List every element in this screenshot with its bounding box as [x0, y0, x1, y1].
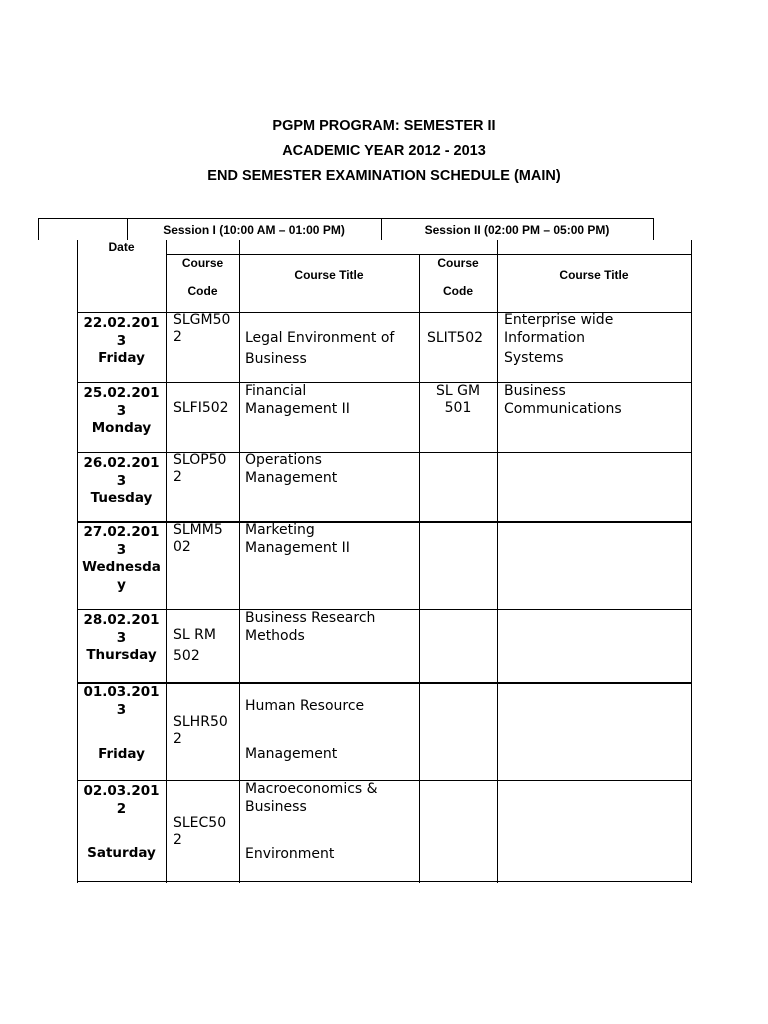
date-text: 3 [116, 629, 127, 646]
title-text: Business [245, 798, 307, 815]
row-line [166, 254, 692, 255]
row-line [77, 452, 692, 453]
title-text: Operations [245, 452, 322, 468]
day-text: Wednesda [82, 559, 161, 575]
code-text: SLIT502 [427, 330, 484, 346]
date-text: 3 [116, 541, 127, 558]
course-title-header-2: Course Title [559, 268, 629, 282]
row-line [77, 682, 692, 684]
day-text: Thursday [86, 647, 157, 663]
code-text: SL GM [435, 383, 481, 399]
col-line [166, 240, 167, 883]
date-text: 28.02.201 [83, 612, 160, 628]
title-text: Enterprise wide [504, 312, 614, 328]
date-text: 2 [116, 800, 127, 817]
row-line [77, 780, 692, 781]
title-text: Information [504, 329, 586, 346]
date-cell [77, 524, 166, 594]
title-text: Business Research [245, 610, 376, 626]
date-text: 3 [116, 472, 127, 489]
course-title-cell [245, 781, 378, 864]
schedule-title: END SEMESTER EXAMINATION SCHEDULE (MAIN) [207, 168, 561, 184]
academic-year: ACADEMIC YEAR 2012 - 2013 [282, 143, 486, 159]
course-code-cell [173, 312, 230, 346]
exam-schedule-table [77, 240, 692, 883]
title-text: Management [245, 745, 338, 762]
course-code-cell [173, 452, 226, 486]
code-text: SL RM [173, 627, 216, 643]
day-text: y [117, 576, 126, 593]
course-code-cell [419, 383, 497, 417]
date-cell [77, 783, 166, 863]
course-code-cell [173, 400, 229, 417]
title-text: Management II [245, 400, 350, 417]
code-text: 02 [173, 539, 191, 555]
course-code-cell [173, 714, 228, 748]
strip-divider [653, 218, 654, 240]
date-cell [77, 455, 166, 508]
title-text: Methods [245, 627, 305, 644]
code-text: SLGM50 [173, 312, 231, 328]
program-title: PGPM PROGRAM: SEMESTER II [272, 118, 496, 134]
row-line [77, 609, 692, 610]
title-text: Business [245, 350, 307, 367]
title-text: Communications [504, 400, 622, 417]
title-text: Environment [245, 846, 335, 862]
session-header-strip [38, 218, 654, 240]
session-2-label: Session II (02:00 PM – 05:00 PM) [424, 223, 610, 237]
course-code-cell [173, 627, 216, 665]
course-title-cell [245, 383, 350, 418]
course-code-header-1: Course [181, 256, 224, 270]
course-title-cell [504, 383, 622, 418]
course-code-cell [427, 330, 483, 347]
code-text: SLMM5 [173, 522, 223, 538]
title-text: Legal Environment of [245, 330, 395, 346]
course-code-cell [173, 522, 223, 556]
day-text: Friday [98, 746, 145, 762]
row-line [77, 881, 692, 882]
session-1-label: Session I (10:00 AM – 01:00 PM) [163, 223, 345, 237]
date-text: 25.02.201 [83, 385, 160, 401]
title-text: Business [504, 383, 566, 399]
col-line [691, 240, 692, 883]
code-text: 2 [173, 329, 182, 345]
day-text: Monday [91, 420, 152, 436]
date-cell [77, 684, 166, 764]
course-code-header-2b: Code [443, 284, 473, 298]
date-text: 26.02.201 [83, 455, 160, 471]
col-line [239, 240, 240, 883]
day-text: Tuesday [90, 490, 153, 506]
title-text: Systems [504, 350, 564, 366]
course-code-header-1b: Code [187, 284, 218, 298]
code-text: SLOP50 [173, 452, 227, 468]
strip-top-line [38, 218, 654, 219]
title-text: Management [245, 469, 338, 486]
course-code-cell [173, 815, 226, 849]
course-title-header-1: Course Title [294, 268, 364, 282]
date-text: 3 [116, 701, 127, 718]
course-title-cell [245, 522, 350, 557]
course-title-cell [504, 312, 613, 368]
code-text: 2 [173, 731, 182, 747]
col-line [497, 240, 498, 883]
date-cell [77, 315, 166, 368]
title-text: Marketing [245, 522, 315, 538]
document-header [0, 116, 768, 191]
strip-divider [38, 218, 39, 240]
date-cell [77, 385, 166, 438]
code-text: 2 [173, 832, 182, 848]
course-title-cell [245, 698, 364, 763]
course-title-cell [245, 452, 337, 487]
title-text: Macroeconomics & [245, 781, 378, 797]
title-text: Financial [245, 383, 307, 399]
date-column-header: Date [108, 240, 135, 254]
code-text: 2 [173, 469, 182, 485]
code-text: 502 [173, 648, 200, 664]
date-text: 3 [116, 332, 127, 349]
code-text: SLHR50 [173, 714, 228, 730]
code-text: SLFI502 [173, 400, 229, 416]
code-text: 501 [444, 400, 472, 416]
row-line [77, 521, 692, 523]
course-title-cell [245, 330, 394, 368]
date-text: 3 [116, 402, 127, 419]
day-text: Friday [98, 350, 145, 366]
title-text: Management II [245, 539, 350, 556]
day-text: Saturday [87, 845, 156, 861]
date-text: 22.02.201 [83, 315, 160, 331]
course-title-cell [245, 610, 375, 645]
col-line [419, 254, 420, 883]
date-text: 01.03.201 [83, 684, 160, 700]
course-code-header-2: Course [437, 256, 479, 270]
date-text: 02.03.201 [83, 783, 160, 799]
date-text: 27.02.201 [83, 524, 160, 540]
title-text: Human Resource [245, 698, 365, 714]
code-text: SLEC50 [173, 815, 227, 831]
date-cell [77, 612, 166, 665]
